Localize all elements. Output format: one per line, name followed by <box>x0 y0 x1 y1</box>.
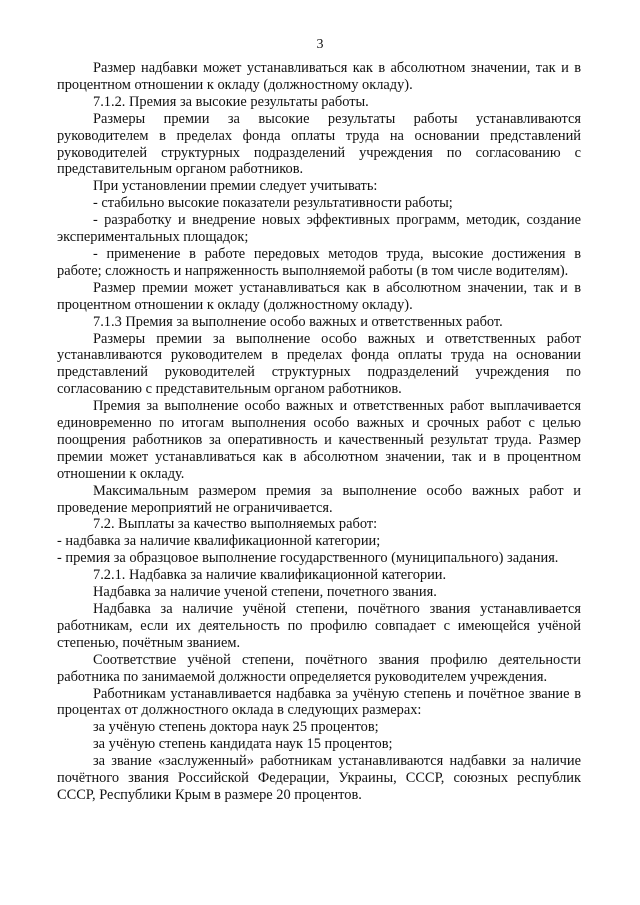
paragraph: Надбавка за наличие ученой степени, почетного звания. <box>93 584 437 601</box>
paragraph: Размеры премии за выполнение особо важных и ответственных работ устанавливаются руководителем в пределах фонда оплаты труда на основании представлений руководителей структурных подразделений учреждения по согласованию с представительным органом работников. <box>57 330 581 398</box>
list-item: - разработку и внедрение новых эффективных программ, методик, создание экспериментальных площадок; <box>57 212 581 246</box>
list-item: за учёную степень доктора наук 25 процентов; <box>93 719 379 736</box>
paragraph: Соответствие учёной степени, почётного звания профилю деятельности работника по занимаемой должности определяется руководителем учреждения. <box>57 651 581 685</box>
document-body <box>57 60 581 804</box>
section-heading: 7.2. Выплаты за качество выполняемых работ: <box>93 516 378 533</box>
paragraph: Работникам устанавливается надбавка за учёную степень и почётное звание в процентах от должностного оклада в следующих размерах: <box>57 685 581 719</box>
page-number: 3 <box>316 37 324 52</box>
paragraph: Размеры премии за высокие результаты работы устанавливаются руководителем в пределах фонда оплаты труда на основании представлений руководителей структурных подразделений учреждения по согласованию с представительным органом работников. <box>57 110 581 178</box>
paragraph: Размер премии может устанавливаться как в абсолютном значении, так и в процентном отношении к окладу (должностному окладу). <box>57 279 581 313</box>
list-item: - надбавка за наличие квалификационной категории; <box>57 533 381 550</box>
list-item: - стабильно высокие показатели результативности работы; <box>93 195 453 212</box>
list-item: за учёную степень кандидата наук 15 процентов; <box>93 736 393 753</box>
paragraph: При установлении премии следует учитывать: <box>93 178 378 195</box>
list-item: - премия за образцовое выполнение государственного (муниципального) задания. <box>57 550 559 567</box>
section-heading: 7.1.2. Премия за высокие результаты работы. <box>93 93 369 110</box>
paragraph: Премия за выполнение особо важных и ответственных работ выплачивается единовременно по итогам выполнения особо важных и срочных работ с целью поощрения работников за оперативность и качественный результат труда. Размер премии может устанавливаться как в абсолютном значении, так и в процентном отношении к окладу. <box>57 398 581 482</box>
section-heading: 7.2.1. Надбавка за наличие квалификационной категории. <box>93 567 447 584</box>
paragraph: за звание «заслуженный» работникам устанавливаются надбавки за наличие почётного звания Российской Федерации, Украины, СССР, союзных республик СССР, Республики Крым в размере 20 процентов. <box>57 753 581 803</box>
paragraph: Надбавка за наличие учёной степени, почётного звания устанавливается работникам, если их деятельность по профилю совпадает с имеющейся учёной степенью, почётным званием. <box>57 601 581 651</box>
paragraph: Размер надбавки может устанавливаться как в абсолютном значении, так и в процентном отношении к окладу (должностному окладу). <box>57 60 581 93</box>
section-heading: 7.1.3 Премия за выполнение особо важных и ответственных работ. <box>93 313 503 330</box>
list-item: - применение в работе передовых методов труда, высокие достижения в работе; сложность и напряженность выполняемой работы (в том числе водителям). <box>57 245 581 279</box>
paragraph: Максимальным размером премия за выполнение особо важных работ и проведение мероприятий не ограничивается. <box>57 482 581 516</box>
